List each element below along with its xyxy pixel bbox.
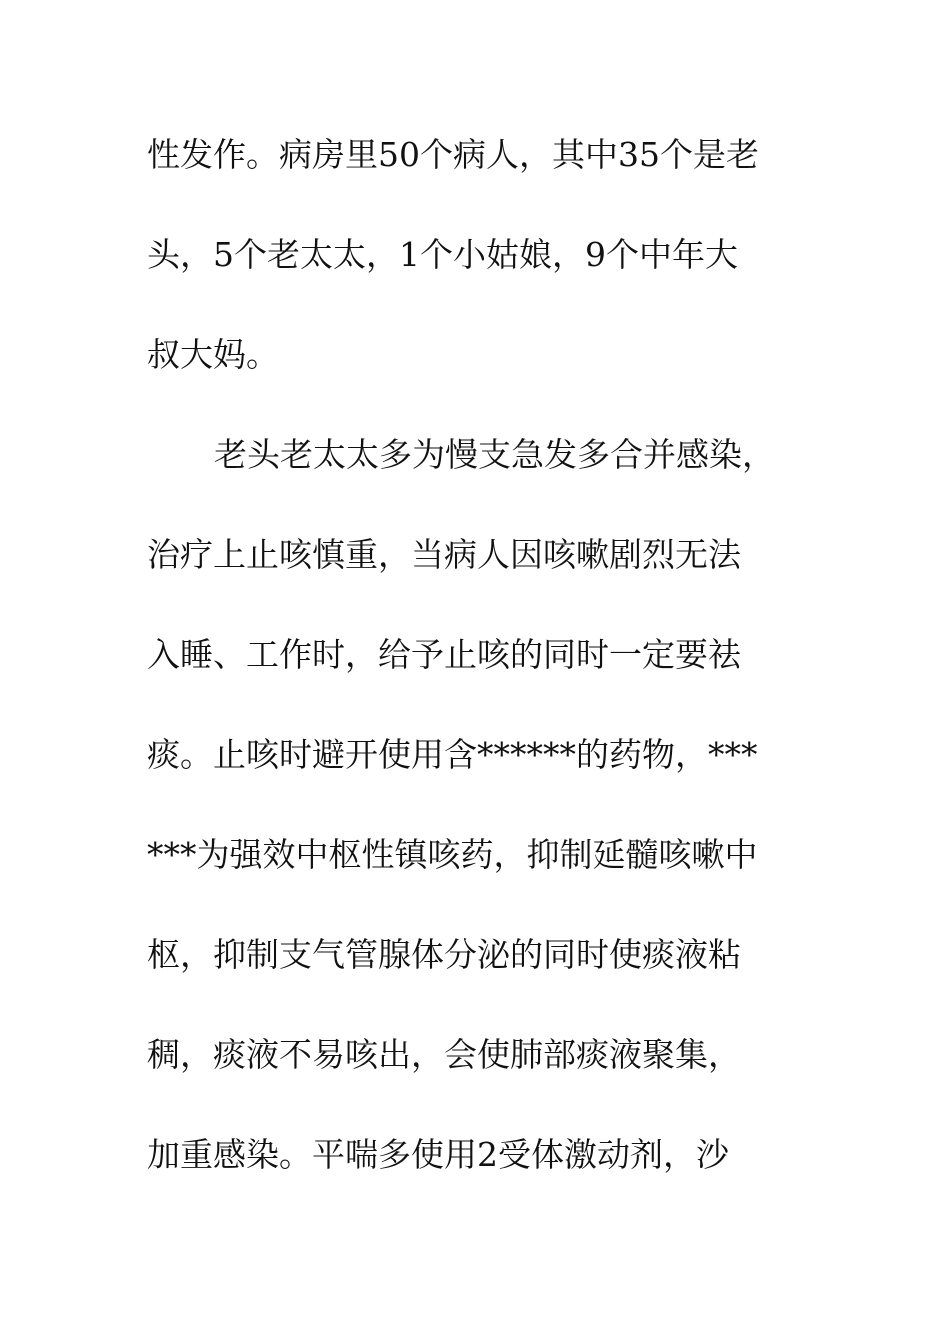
text-line-2: 头，5个老太太，1个小姑娘，9个中年大 — [147, 235, 738, 274]
text-line-4: 老头老太太多为慢支急发多合并感染， — [214, 435, 775, 474]
text-line-5: 治疗上止咳慎重，当病人因咳嗽剧烈无法 — [147, 535, 741, 574]
text-line-1: 性发作。病房里50个病人，其中35个是老 — [147, 135, 759, 174]
text-line-7: 痰。止咳时避开使用含******的药物，*** — [147, 735, 758, 774]
text-line-9: 枢，抑制支气管腺体分泌的同时使痰液粘 — [147, 935, 741, 974]
text-line-11: 加重感染。平喘多使用2受体激动剂，沙 — [147, 1135, 729, 1174]
text-line-10: 稠，痰液不易咳出，会使肺部痰液聚集， — [147, 1035, 741, 1074]
text-line-3: 叔大妈。 — [147, 335, 279, 374]
text-line-8: ***为强效中枢性镇咳药，抑制延髓咳嗽中 — [147, 835, 758, 874]
text-line-6: 入睡、工作时，给予止咳的同时一定要祛 — [147, 635, 741, 674]
